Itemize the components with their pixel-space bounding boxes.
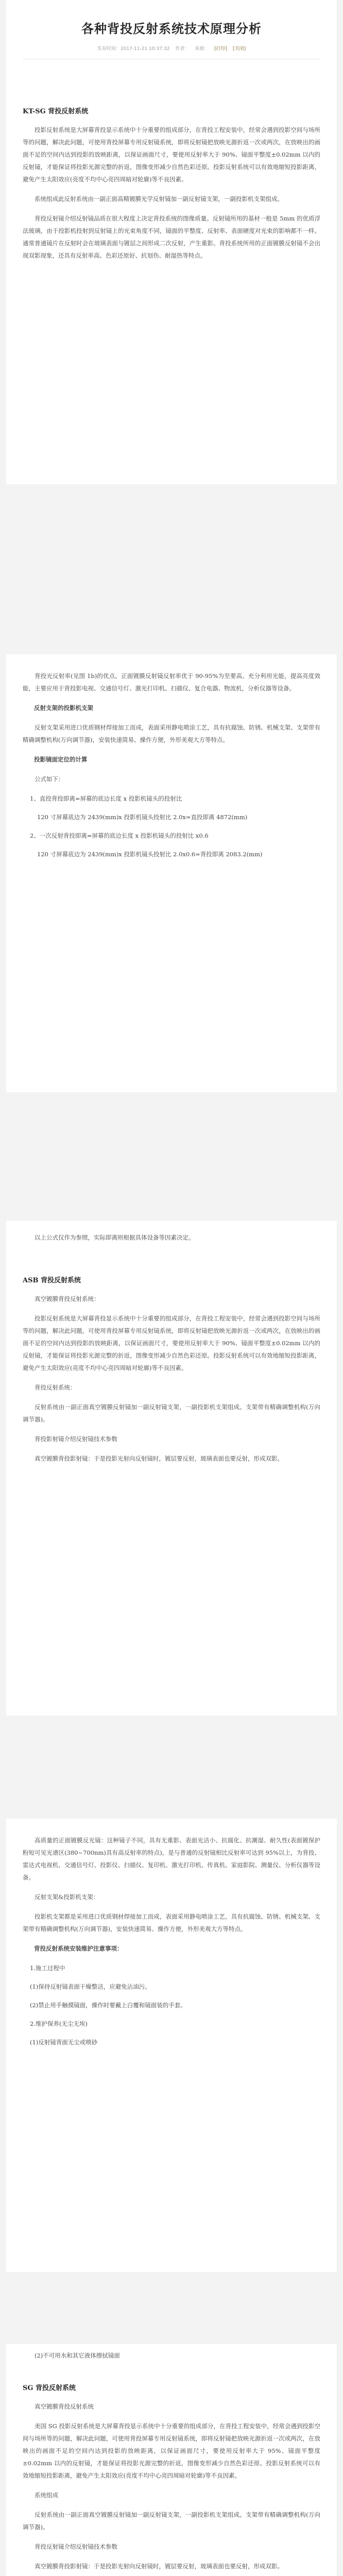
paragraph: 美国 SG 投影反射系统是大屏幕背投显示系统中十分重要的组成部分，在背投工程安装中，经常会遇到投影空间与场所等的问题，解决此问题，可使用背投屏幕专用反射镜系统，即将反射镜把放映光源折返一次或两次，在放映出的画面不足的空间内达到投影的放映距离，以保证画面尺寸，要使用反射率大于 95%、镜面平整度±0.02mm 以内的反射镜，才能保证将投影光源完整的折返，图像变形减少自然色彩还原。投影反射系统可以有效地缩短投影距离，避免产生太阳效应(亮度不均中心亮四周暗对轮廓)等不良因素。: [23, 2422, 320, 2479]
list-item: 120 寸屏幕底边为 2439(mm)x 投影机镜头投射比 2.0x0.6=背投即离 2083.2(mm): [37, 851, 263, 858]
paragraph: 高质量的正面镀膜反光镜：这种镜子不同，具有无重影、表面光洁小、抗腐化、抗潮湿、耐久性(表面镀保护粉短可见光谱区(380~700nm)具有高反射率的特点)，是与普通的反射镜相比反射率可达到 95%以上，为背投、雷达式电视机、交通信号灯、投影仪、扫描仪、复印机、激光打印机、传真机、家庭影院、测量仪、分析仪器等设备。: [23, 1837, 320, 1881]
paragraph: 反射支架采用进口优质钢材焊接加工而成，表面采用静电喷涂工艺，具有抗腐蚀、防锈、机械支架、支架带有精确调整机构(万向调节器)，安装快速简易、操作方便，外形美观大方等特点。: [23, 724, 320, 743]
paragraph: 以上公式仅作为参照，实际即离则根据具体设备等因素决定。: [35, 1234, 195, 1241]
paragraph: 系统组成: [35, 2492, 58, 2499]
paragraph: 反射系统由一副正面真空镀膜反射镜加一副反射镜支架，一副投影机支架组成。支架带有精确调整机构(万向调节器)。: [23, 2511, 320, 2531]
paragraph: 真空镀膜背投影射镜：于是投影光射向反射镜时，镀层要反射，玻璃表面也要反射，形成双影。: [35, 2563, 283, 2570]
article-card-2: [6, 654, 337, 1092]
list-item: 120 寸屏幕底边为 2439(mm)x 投影机镜头投射比 2.0x=直投即离 4872(mm): [37, 814, 248, 821]
paragraph: 系统组成此反射系统由一副正面高精镀膜光学反射镜加一副反射镜支架，一副投影机支架组成。: [35, 195, 283, 202]
paragraph: 背投光反射率(见图 1b)的优点。正面镀膜反射镜反射率优于 90-95%为至要高。充分利用光能，提高亮度效能，主要应用于背投影电视、交通信号灯、激光打印机、扫描仪、复合电器、物流机，分析仪器等设备。: [23, 672, 320, 692]
list-item: (1)保持反射镜表面干燥整洁，应避免沾油污。: [30, 1983, 151, 1990]
list-item: (2)禁止用手触摸镜面，操作时要戴上白覆和镜面装的手套。: [30, 2002, 186, 2009]
sub-heading: 反射支架的投影机支架: [34, 704, 93, 711]
section-gap: [0, 2272, 343, 2344]
article-meta: [23, 45, 320, 52]
paragraph: 真空镀膜背投影射镜：于是投影光射向反射镜时，镀层要反射，玻璃表面也要反射，形成双影。: [35, 1455, 283, 1462]
sub-heading: 投影镜面定位的计算: [34, 756, 88, 763]
section-gap: [0, 484, 343, 654]
paragraph: (2)不可用水和其它液体擦拭镜面: [35, 2352, 120, 2359]
paragraph: 背投反射镜介绍反射镜品质在很大程度上决定背投系统的图像质量。反射镜所用的基材一般是 5mm 的优质浮法玻璃，由于投影机投射到反射镜上的光束角度不同，镜面的平整度、反射率、表面硬度对光束的影响都不一样。通常普通镜片在反射时会在玻璃表面与镀层之间形成二次反射，产生重影。背投系统所用的正面镀膜反射镜不会出现双影现象，还具有反射率高、色彩还原好、抗划伤、耐湿热等特点。: [23, 215, 320, 259]
article-card-5: [6, 2344, 337, 2576]
author: 作者：: [175, 46, 190, 52]
article-title: 各种背投反射系统技术原理分析: [81, 22, 262, 36]
print-button[interactable]: [打印]: [214, 46, 228, 52]
publish-date: 发布时间：2017-11-21 10:37:32: [97, 46, 170, 52]
list-item: 1、直投背投即离=屏幕的底边长度 x 投影机镜头的投射比: [30, 795, 182, 802]
list-item: 1.施工过程中: [30, 1964, 65, 1972]
section-heading: KT-SG 背投反射系统: [23, 108, 89, 115]
section-heading: SG 背投反射系统: [23, 2384, 76, 2392]
paragraph: 反射支架&投影机支架：: [35, 1893, 99, 1901]
paragraph: 投影反射系统是大屏幕背投显示系统中十分重要的组成部分，在背投工程安装中，经常会遇到投影空间与场所等的问题，解决此问题，可使用背投屏幕专用反射镜系统，即将反射镜把放映光源折返一次或两次，在放映出的画面不足的空间内达到投影的放映距离，以保证画面尺寸，要使用反射率大于 90%、镜面平整度±0.02mm 以内的反射镜，才能保证将投影光源完整的折返，图像变形减少自然色彩还原。投影反射系统可以有效地缩短投影距离，避免产生太阳效应(亮度不均中心亮四周暗对轮廓)等不良因素。: [23, 126, 320, 183]
paragraph: 投影机支架都是采用进口优质钢材焊接加工而成，表面采用静电喷涂工艺，具有抗腐蚀、防锈、机械支架、支架带有精确调整机构(万向调节器)，安装快速简易、操作方便，外形美观大方等特点。: [23, 1913, 320, 1933]
article-card-3: [6, 1221, 337, 1716]
paragraph: 真空镀膜背投反射系统：: [35, 1295, 100, 1302]
article-card-4: [6, 1819, 337, 2272]
paragraph: 公式如下：: [35, 775, 64, 783]
paragraph: 背投反射系统：: [35, 1384, 76, 1391]
close-button[interactable]: [关闭]: [233, 46, 246, 52]
section-heading: ASB 背投反射系统: [23, 1277, 81, 1284]
article-card-1: [6, 0, 337, 484]
paragraph: 反射系统由一副正面真空镀膜反射镜加一副反射镜支架，一副投影机支架组成。支架带有精确调整机构(万向调节器)。: [23, 1403, 320, 1423]
sub-heading: 背投反射系统安装维护注意事项：: [34, 1945, 123, 1952]
list-item: (1)反射镜背面无尘或喷砂: [30, 2039, 98, 2046]
section-gap: [0, 1716, 343, 1819]
source: 来源：: [195, 46, 209, 52]
paragraph: 真空镀膜背投反射系统: [35, 2403, 94, 2410]
list-item: 2、一次反射背投即离=屏幕的底边长度 x 投影机镜头的投射比 x0.6: [30, 832, 209, 839]
list-item: 2.维护保养(无尘无埃): [30, 2020, 88, 2027]
paragraph: 背投影射镜介绍反射镜技术参数: [35, 1435, 117, 1443]
section-gap: [0, 1092, 343, 1221]
paragraph: 背投反射镜介绍反射镜技术参数: [35, 2543, 117, 2550]
paragraph: 投影反射系统是大屏幕背投显示系统中十分重要的组成部分，在背投工程安装中，经常会遇到投影空间与场所等的问题，解决此问题，可使用背投屏幕专用反射镜系统，即将反射镜把放映光源折返一次或两次，在放映出的画面不足的空间内达到投影的放映距离，以保证画面尺寸，要使用反射率大于 90%、镜面平整度±0.02mm 以内的反射镜，才能保证将投影光源完整的折返，图像变形减少自然色彩还原。投影反射系统可以有效地缩短投影距离，避免产生太阳效应(亮度不均中心亮四周暗对轮廓)等不良因素。: [23, 1315, 320, 1371]
